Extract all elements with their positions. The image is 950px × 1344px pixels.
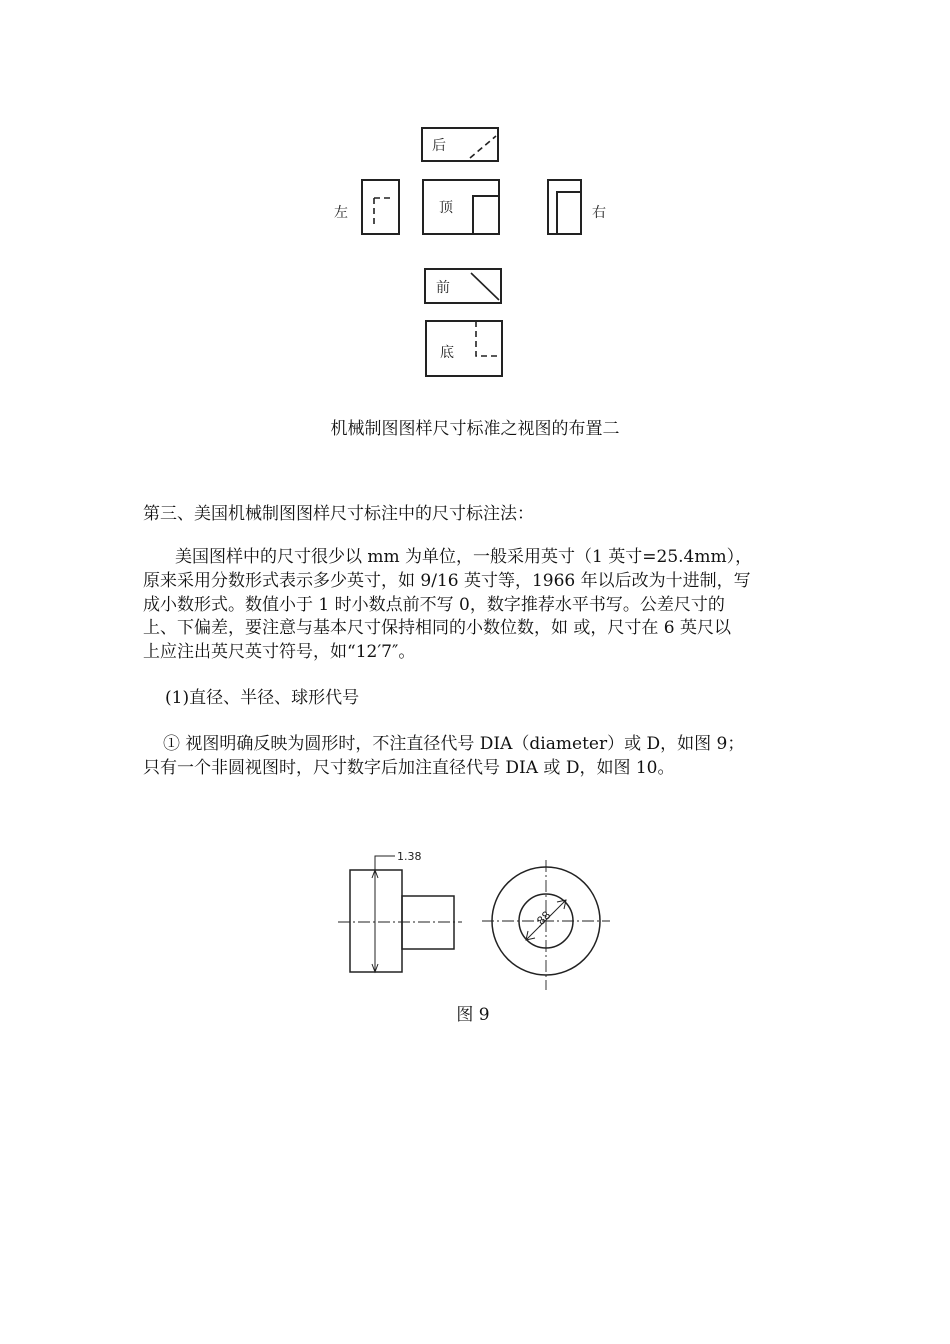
paragraph-line: 美国图样中的尺寸很少以 mm 为单位，一般采用英寸（1 英寸=25.4mm）， xyxy=(175,547,753,567)
figure1-caption: 机械制图图样尺寸标准之视图的布置二 xyxy=(330,419,620,439)
label-bottom: 底 xyxy=(440,345,454,361)
top-view-box xyxy=(423,180,499,234)
dimension-length-label: 1.38 xyxy=(397,850,422,863)
section-heading: 第三、美国机械制图图样尺寸标注中的尺寸标注法： xyxy=(143,504,534,524)
paragraph-line: 只有一个非圆视图时，尺寸数字后加注直径代号 DIA 或 D，如图 10。 xyxy=(143,758,675,778)
paragraph-line: 原来采用分数形式表示多少英寸，如 9/16 英寸等，1966 年以后改为十进制，写 xyxy=(143,571,751,591)
label-top: 顶 xyxy=(439,200,453,216)
paragraph-line: 上、下偏差，要注意与基本尺寸保持相同的小数位数，如 或，尺寸在 6 英尺以 xyxy=(143,618,732,638)
view-layout-figure xyxy=(330,120,630,382)
bottom-view-box xyxy=(426,321,502,376)
paragraph-line: 上应注出英尺英寸符号，如“12′7″。 xyxy=(143,642,416,662)
label-back: 后 xyxy=(432,138,446,154)
right-view-box xyxy=(548,180,581,234)
figure9-drawing xyxy=(338,842,610,994)
figure9-caption: 图 9 xyxy=(456,1005,490,1025)
subheading: (1)直径、半径、球形代号 xyxy=(165,688,360,708)
flange-rect xyxy=(350,870,402,972)
paragraph-line: 成小数形式。数值小于 1 时小数点前不写 0，数字推荐水平书写。公差尺寸的 xyxy=(143,595,725,615)
paragraph-line: ① 视图明确反映为圆形时，不注直径代号 DIA（diameter）或 D，如图 9； xyxy=(163,734,745,754)
label-right: 右 xyxy=(592,205,606,221)
label-front: 前 xyxy=(436,280,450,296)
shaft-rect xyxy=(402,896,454,949)
label-left: 左 xyxy=(334,205,348,221)
dimension-diameter-label: .88 xyxy=(531,908,554,931)
left-view-box xyxy=(362,180,399,234)
